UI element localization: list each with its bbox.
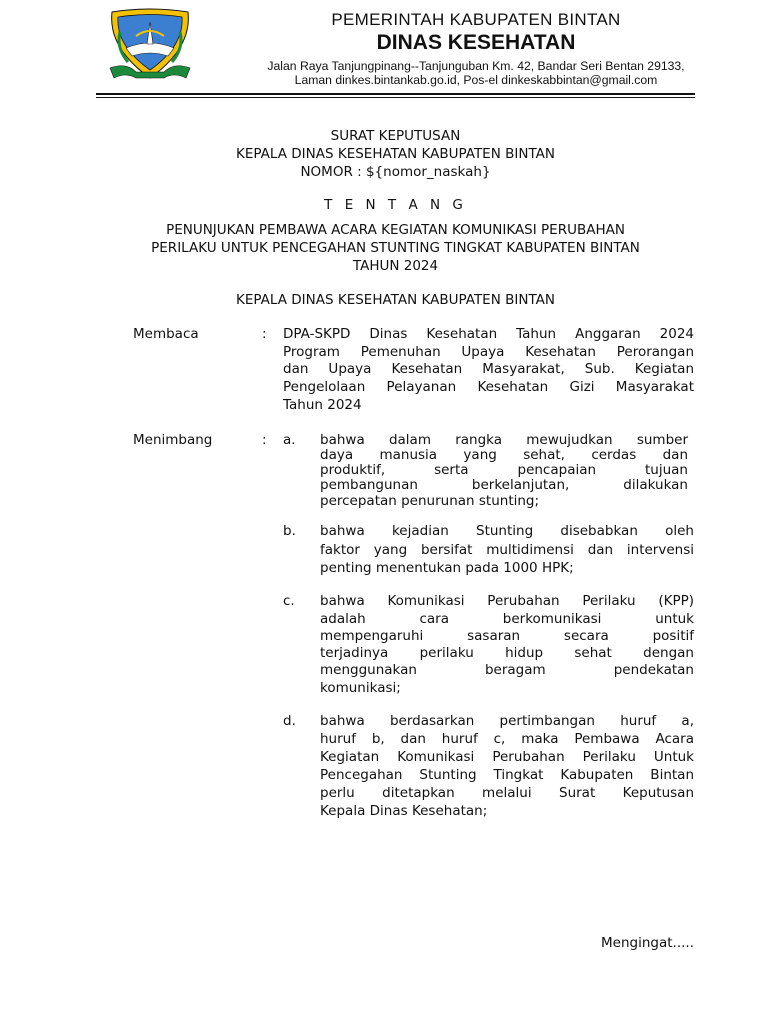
letterhead-divider-thick: [96, 93, 695, 95]
item-line: daya manusia yang sehat, cerdas dan: [320, 447, 688, 463]
item-line: bahwa Komunikasi Perubahan Perilaku (KPP): [320, 593, 694, 609]
item-line: adalah cara berkomunikasi untuk: [320, 611, 694, 627]
item-line: Kepala Dinas Kesehatan;: [320, 803, 488, 819]
address-line: Jalan Raya Tanjungpinang--Tanjunguban Km. 42, Bandar Seri Bentan 29133,: [267, 59, 685, 73]
subject-line-3: TAHUN 2024: [352, 258, 439, 274]
item-line: pembangunan berkelanjutan, dilakukan: [320, 477, 688, 493]
menimbang-item-c-marker: c.: [283, 593, 295, 609]
item-line: penting menentukan pada 1000 HPK;: [320, 560, 574, 576]
issuer-heading: KEPALA DINAS KESEHATAN KABUPATEN BINTAN: [236, 292, 555, 308]
item-line: percepatan penurunan stunting;: [320, 493, 540, 509]
tentang-heading: T E N T A N G: [324, 197, 467, 213]
subject-line-2: PERILAKU UNTUK PENCEGAHAN STUNTING TINGKAT KABUPATEN BINTAN: [151, 240, 640, 256]
department-name: DINAS KESEHATAN: [376, 31, 576, 54]
membaca-line: DPA-SKPD Dinas Kesehatan Tahun Anggaran 2024: [283, 326, 694, 342]
letterhead: [200, 10, 752, 87]
government-name: PEMERINTAH KABUPATEN BINTAN: [331, 10, 621, 29]
decree-title: [96, 127, 695, 181]
item-line: bahwa berdasarkan pertimbangan huruf a,: [320, 713, 694, 729]
item-line: Pencegahan Stunting Tingkat Kabupaten Bintan: [320, 767, 694, 783]
membaca-label: Membaca: [133, 326, 199, 342]
letterhead-divider-thin: [96, 97, 695, 98]
menimbang-item-b-marker: b.: [283, 523, 296, 539]
menimbang-label: Menimbang: [133, 432, 213, 448]
membaca-colon: :: [262, 326, 267, 342]
item-line: perlu ditetapkan melalui Surat Keputusan: [320, 785, 694, 801]
item-line: bahwa kejadian Stunting disebabkan oleh: [320, 523, 694, 539]
membaca-line: Tahun 2024: [283, 397, 362, 413]
title-line-1: SURAT KEPUTUSAN: [330, 128, 461, 144]
item-line: terjadinya perilaku hidup sehat dengan: [320, 645, 694, 661]
item-line: Kegiatan Komunikasi Perubahan Perilaku Untuk: [320, 749, 694, 765]
membaca-line: Program Pemenuhan Upaya Kesehatan Perorangan: [283, 344, 694, 360]
title-line-2: KEPALA DINAS KESEHATAN KABUPATEN BINTAN: [236, 146, 555, 162]
subject-line-1: PENUNJUKAN PEMBAWA ACARA KEGIATAN KOMUNIKASI PERUBAHAN: [166, 222, 625, 238]
menimbang-item-d-marker: d.: [283, 713, 296, 729]
item-line: menggunakan beragam pendekatan: [320, 662, 694, 678]
decree-subject: [96, 221, 695, 275]
menimbang-item-a-marker: a.: [283, 432, 296, 448]
title-number: NOMOR : ${nomor_naskah}: [300, 164, 491, 180]
continuation-marker: Mengingat.....: [601, 935, 694, 951]
membaca-line: dan Upaya Kesehatan Masyarakat, Sub. Kegiatan: [283, 361, 694, 377]
item-line: produktif, serta pencapaian tujuan: [320, 462, 688, 478]
contact-line: Laman dinkes.bintankab.go.id, Pos-el dinkeskabbintan@gmail.com: [294, 73, 658, 87]
item-line: mempengaruhi sasaran secara positif: [320, 628, 694, 644]
item-line: bahwa dalam rangka mewujudkan sumber: [320, 432, 688, 448]
item-line: komunikasi;: [320, 680, 401, 696]
membaca-line: Pengelolaan Pelayanan Kesehatan Gizi Masyarakat: [283, 379, 694, 395]
item-line: faktor yang bersifat multidimensi dan intervensi: [320, 542, 694, 558]
menimbang-colon: :: [262, 432, 267, 448]
item-line: huruf b, dan huruf c, maka Pembawa Acara: [320, 731, 694, 747]
bintan-regency-emblem-icon: [106, 8, 194, 84]
